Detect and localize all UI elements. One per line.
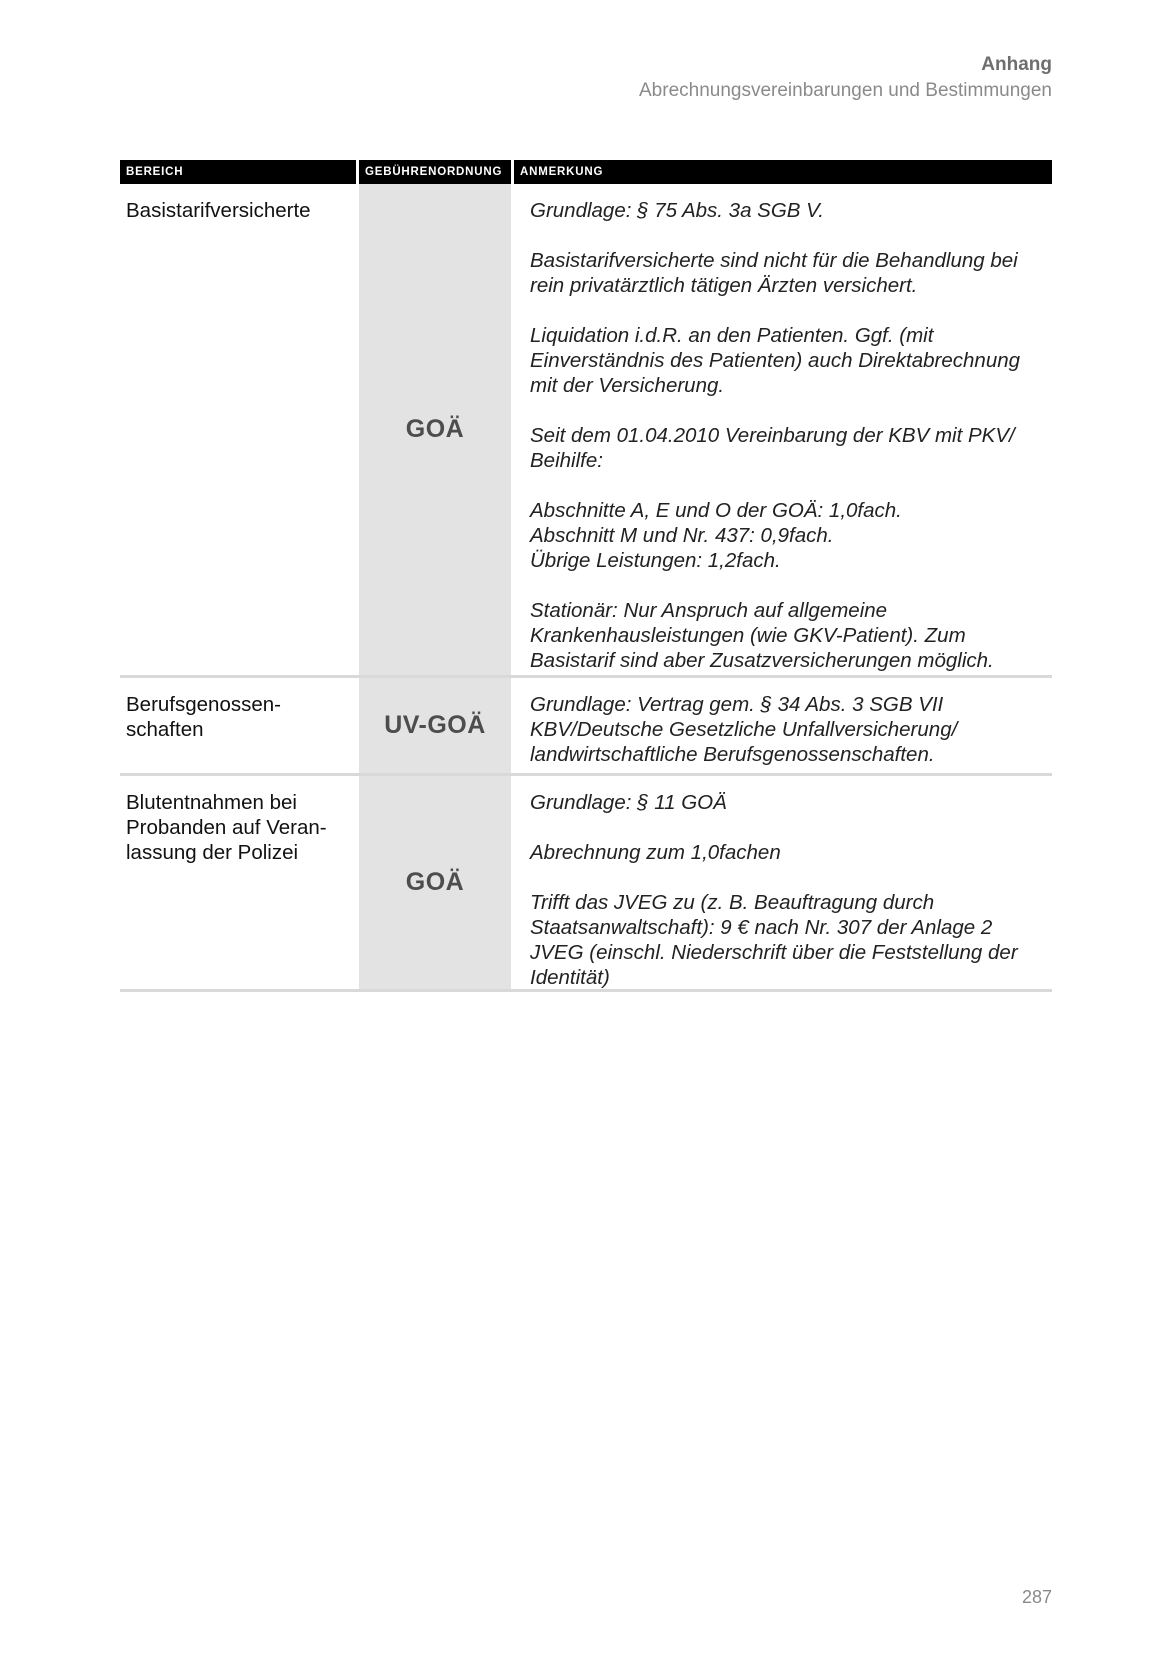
- note-paragraph: Liquidation i.d.R. an den Patienten. Ggf. (mit Einverständnis des Patienten) auch Direktabrechnung mit der Versicherung.: [530, 324, 1021, 397]
- anmerkung-cell: [514, 184, 1052, 675]
- note-paragraph: Trifft das JVEG zu (z. B. Beauftragung durch Staatsanwaltschaft): 9 € nach Nr. 307 der Anlage 2 JVEG (einschl. Niederschrift über die Feststellung der Identität): [530, 891, 1018, 989]
- note-paragraph: Stationär: Nur Anspruch auf allgemeine Krankenhausleistungen (wie GKV-Patient). Zum Basistarif sind aber Zusatzversicherungen möglich.: [530, 599, 994, 672]
- anmerkung-cell: [514, 678, 1052, 773]
- column-header-bereich: BEREICH: [126, 166, 184, 178]
- note-paragraph: Grundlage: Vertrag gem. § 34 Abs. 3 SGB VII KBV/Deutsche Gesetzliche Unfallversicherung/ landwirtschaftliche Berufsgenossenschaften.: [530, 693, 958, 766]
- table-header: [120, 160, 1052, 184]
- header-title: Anhang: [981, 54, 1052, 75]
- note-paragraph: Abrechnung zum 1,0fachen: [530, 841, 781, 864]
- bereich-cell: Berufsgenossen- schaften: [126, 693, 281, 741]
- table-row: [120, 776, 1052, 992]
- note-paragraph: Basistarifversicherte sind nicht für die Behandlung bei rein privatärztlich tätigen Ärzten versichert.: [530, 249, 1018, 297]
- bereich-cell: Basistarifversicherte: [126, 199, 311, 222]
- column-header-anmerkung: ANMERKUNG: [520, 166, 604, 178]
- column-header-gebuehrenordnung: GEBÜHRENORDNUNG: [356, 160, 514, 184]
- page-header: [639, 52, 1052, 104]
- header-subtitle: Abrechnungsvereinbarungen und Bestimmungen: [639, 80, 1052, 101]
- billing-table: [120, 160, 1052, 992]
- note-paragraph: Grundlage: § 11 GOÄ: [530, 791, 727, 814]
- gebuehrenordnung-cell: GOÄ: [356, 184, 514, 675]
- table-row: [120, 678, 1052, 776]
- note-paragraph: Grundlage: § 75 Abs. 3a SGB V.: [530, 199, 825, 222]
- page-number: 287: [1021, 1587, 1052, 1607]
- anmerkung-cell: [514, 776, 1052, 989]
- gebuehrenordnung-cell: UV-GOÄ: [356, 678, 514, 773]
- table-row: [120, 184, 1052, 678]
- gebuehrenordnung-cell: GOÄ: [356, 776, 514, 989]
- bereich-cell: Blutentnahmen bei Probanden auf Veran- lassung der Polizei: [126, 791, 327, 864]
- note-paragraph: Seit dem 01.04.2010 Vereinbarung der KBV mit PKV/ Beihilfe:: [530, 424, 1015, 472]
- note-paragraph: Abschnitte A, E und O der GOÄ: 1,0fach. Abschnitt M und Nr. 437: 0,9fach. Übrige Leistungen: 1,2fach.: [530, 499, 902, 572]
